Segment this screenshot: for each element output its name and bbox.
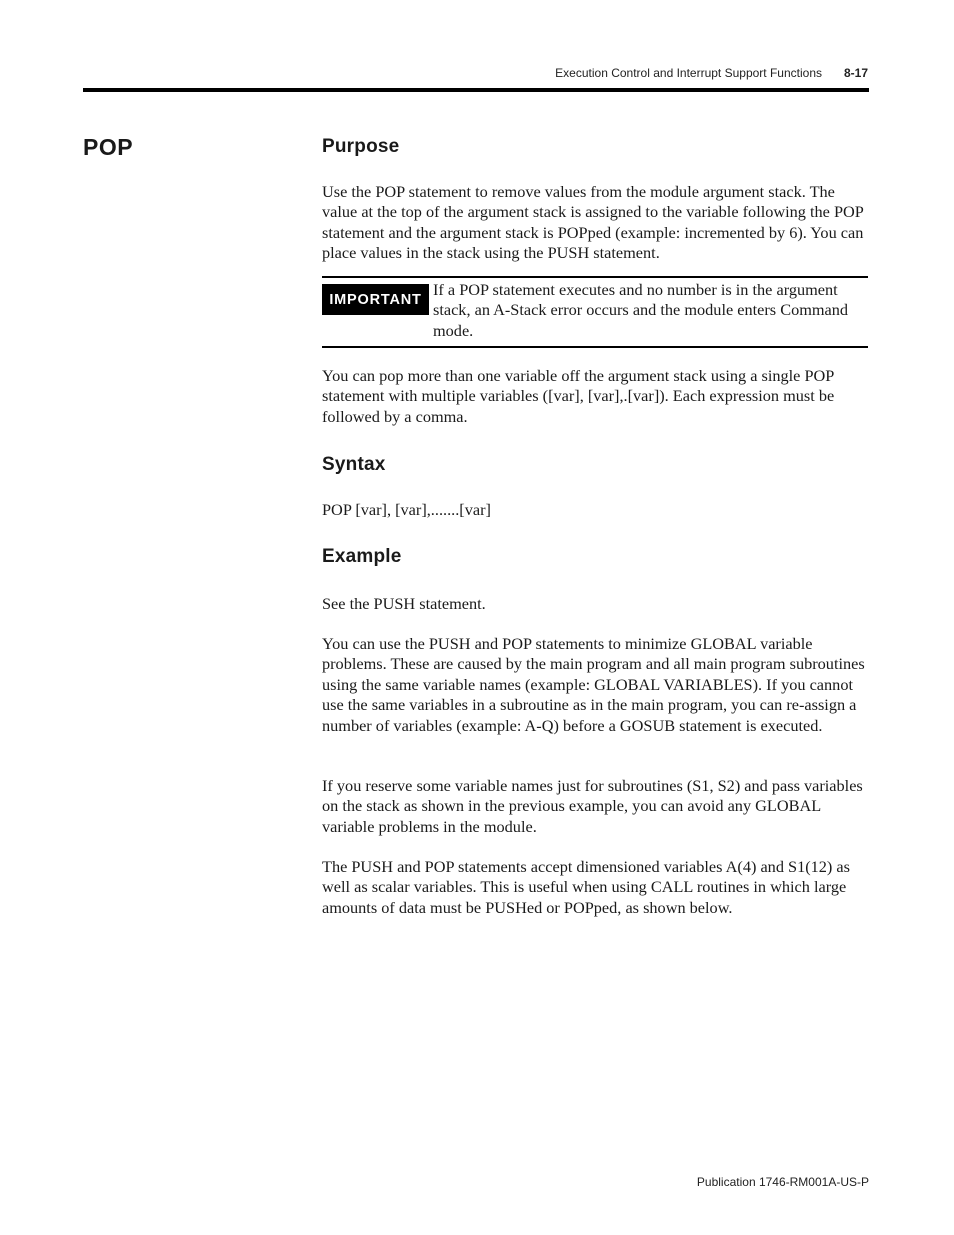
page-number: 8-17: [843, 66, 868, 80]
running-header-title: Execution Control and Interrupt Support Functions: [555, 66, 822, 80]
section-title: POP: [83, 134, 134, 160]
example-paragraph-1: See the PUSH statement.: [322, 594, 486, 613]
purpose-paragraph: Use the POP statement to remove values from the module argument stack. The value at the top of the argument stack is assigned to the variable following the POP statement and the argument stack is POPped (example: incremented by 6). You can place values in the stack using the PUSH statement.: [322, 182, 864, 263]
syntax-heading: Syntax: [322, 454, 386, 475]
important-bottom-rule: [322, 346, 868, 348]
example-paragraph-4: The PUSH and POP statements accept dimensioned variables A(4) and S1(12) as well as scalar variables. This is useful when using CALL routines in which large amounts of data must be PUSHed or POPped, as shown below.: [322, 857, 850, 917]
purpose-heading: Purpose: [322, 136, 400, 157]
example-heading: Example: [322, 546, 402, 567]
multi-pop-paragraph: You can pop more than one variable off the argument stack using a single POP statement with multiple variables ([var], [var],.[var]). Each expression must be followed by a comma.: [322, 366, 835, 426]
important-text: If a POP statement executes and no number is in the argument stack, an A-Stack error occurs and the module enters Command mode.: [433, 280, 849, 340]
important-top-rule: [322, 276, 868, 278]
example-paragraph-3: If you reserve some variable names just for subroutines (S1, S2) and pass variables on the stack as shown in the previous example, you can avoid any GLOBAL variable problems in the module.: [322, 776, 863, 836]
example-paragraph-2: You can use the PUSH and POP statements to minimize GLOBAL variable problems. These are caused by the main program and all main program subroutines using the same variable names (example: GLOBAL VARIABLES). If you cannot use the same variables in a subroutine as in the main program, you can re-assign a number of variables (example: A-Q) before a GOSUB statement is executed.: [322, 634, 865, 735]
syntax-code: POP [var], [var],.......[var]: [322, 500, 491, 519]
footer-publication: Publication 1746-RM001A-US-P: [696, 1175, 869, 1189]
important-badge: IMPORTANT: [322, 284, 429, 315]
header-rule: [83, 88, 869, 92]
